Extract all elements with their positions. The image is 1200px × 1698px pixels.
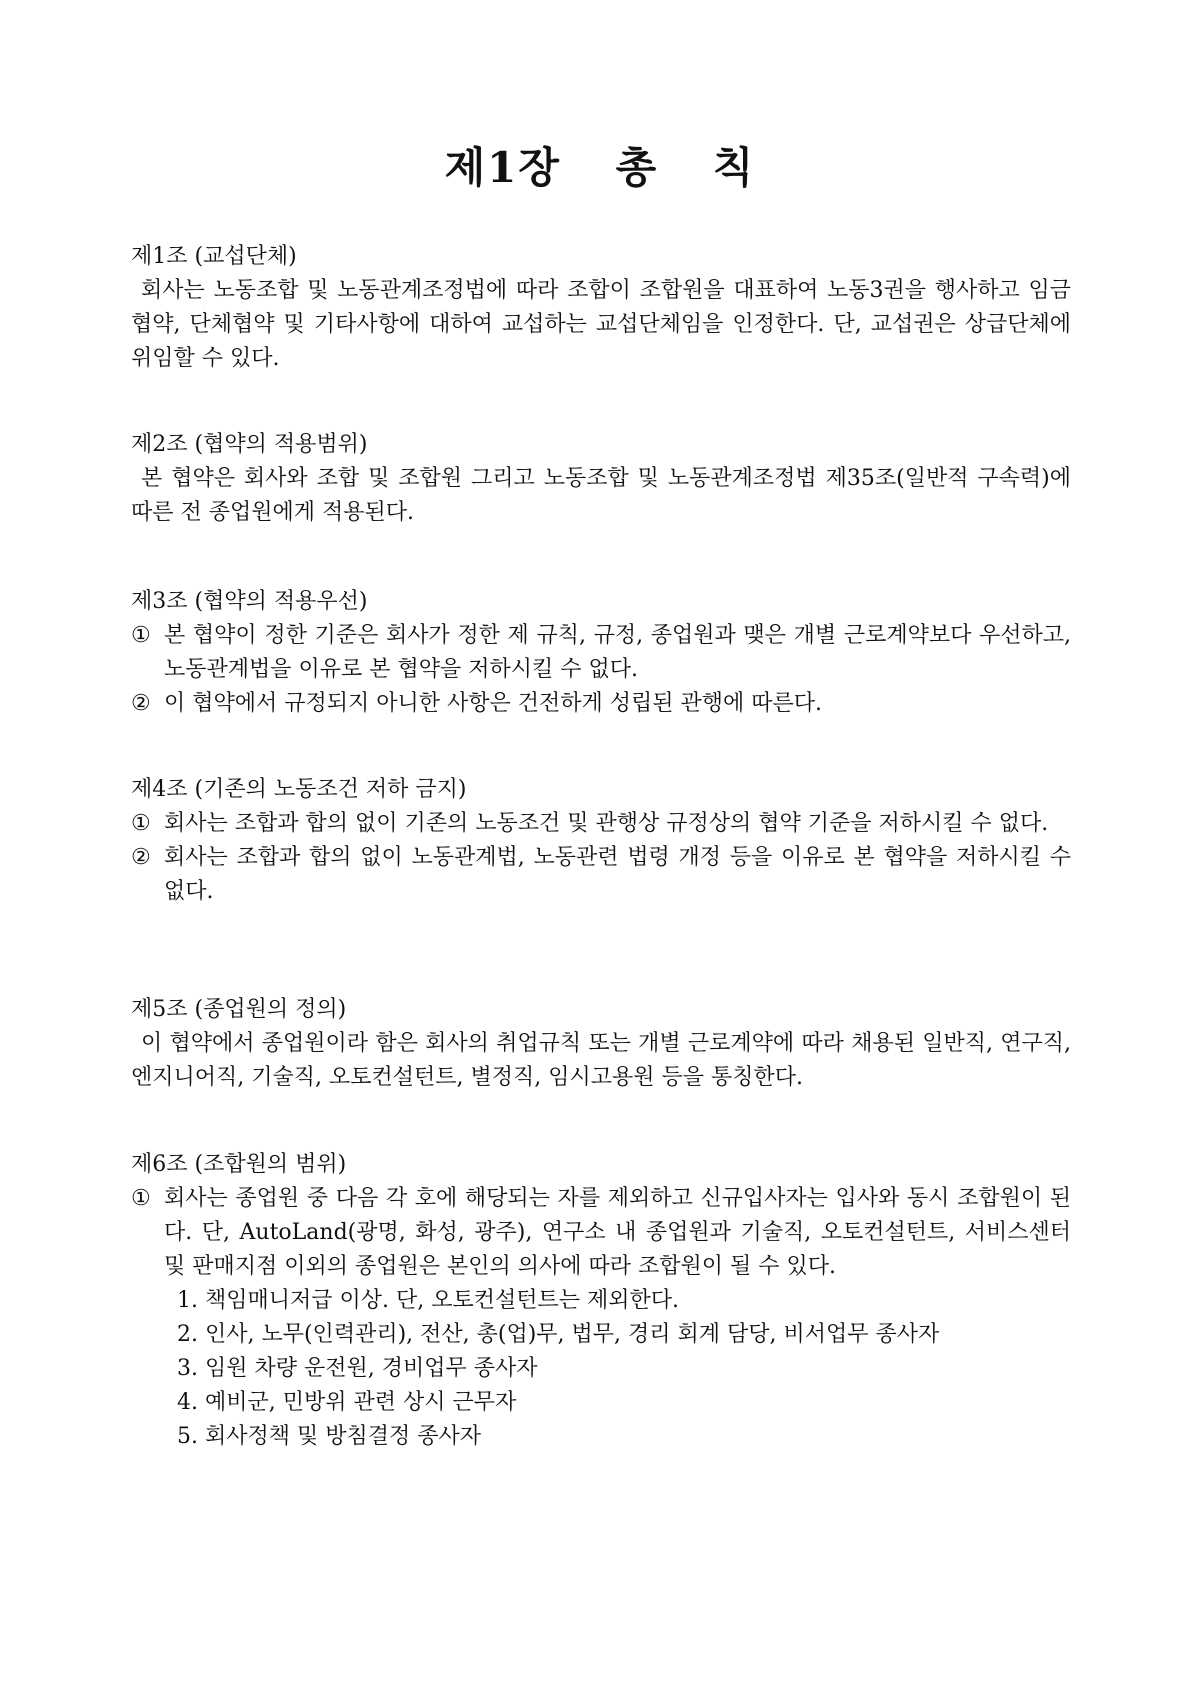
article-body: 이 협약에서 종업원이라 함은 회사의 취업규칙 또는 개별 근로계약에 따라 채용된 일반직, 연구직, 엔지니어직, 기술직, 오토컨설턴트, 별정직, 임시고용원 등을 통칭한다. [131, 1031, 1071, 1090]
paragraph-number: ② [131, 845, 151, 870]
list-item: 5. 회사정책 및 방침결정 종사자 [177, 1424, 481, 1449]
paragraph-number: ① [131, 623, 151, 648]
paragraph-number: ① [131, 811, 151, 836]
paragraph-text: 회사는 조합과 합의 없이 노동관계법, 노동관련 법령 개정 등을 이유로 본 협약을 저하시킬 수 없다. [164, 845, 1071, 904]
paragraph-2 [131, 841, 1071, 909]
paragraph-text: 본 협약이 정한 기준은 회사가 정한 제 규칙, 규정, 종업원과 맺은 개별 근로계약보다 우선하고, 노동관계법을 이유로 본 협약을 저하시킬 수 없다. [164, 623, 1071, 682]
paragraph-text: 이 협약에서 규정되지 아니한 사항은 건전하게 성립된 관행에 따른다. [164, 691, 822, 716]
list-item: 2. 인사, 노무(인력관리), 전산, 총(업)무, 법무, 경리 회계 담당, 비서업무 종사자 [177, 1322, 940, 1347]
article-1 [131, 240, 1071, 376]
list-item: 1. 책임매니저급 이상. 단, 오토컨설턴트는 제외한다. [177, 1288, 679, 1313]
article-heading: 제5조 (종업원의 정의) [131, 997, 347, 1022]
paragraph-1 [131, 619, 1071, 687]
article-heading: 제1조 (교섭단체) [131, 244, 297, 269]
chapter-title: 제1장 총 칙 [444, 143, 756, 192]
article-4 [131, 773, 1071, 909]
paragraph-1 [131, 807, 1071, 841]
article-heading: 제3조 (협약의 적용우선) [131, 589, 368, 614]
article-3 [131, 585, 1071, 721]
article-2 [131, 428, 1071, 530]
article-heading: 제2조 (협약의 적용범위) [131, 432, 368, 457]
article-heading: 제6조 (조합원의 범위) [131, 1152, 347, 1177]
list-item: 3. 임원 차량 운전원, 경비업무 종사자 [177, 1356, 538, 1381]
paragraph-number: ② [131, 691, 151, 716]
list-item: 4. 예비군, 민방위 관련 상시 근무자 [177, 1390, 517, 1415]
paragraph-text: 회사는 조합과 합의 없이 기존의 노동조건 및 관행상 규정상의 협약 기준을 저하시킬 수 없다. [164, 811, 1049, 836]
article-6 [131, 1148, 1071, 1454]
paragraph-number: ① [131, 1186, 151, 1211]
paragraph-2 [131, 687, 1071, 721]
article-body: 본 협약은 회사와 조합 및 조합원 그리고 노동조합 및 노동관계조정법 제35조(일반적 구속력)에 따른 전 종업원에게 적용된다. [131, 466, 1071, 525]
article-heading: 제4조 (기존의 노동조건 저하 금지) [131, 777, 467, 802]
article-5 [131, 993, 1071, 1095]
article-body: 회사는 노동조합 및 노동관계조정법에 따라 조합이 조합원을 대표하여 노동3권을 행사하고 임금협약, 단체협약 및 기타사항에 대하여 교섭하는 교섭단체임을 인정한다. 단, 교섭권은 상급단체에 위임할 수 있다. [131, 278, 1071, 371]
paragraph-text: 회사는 종업원 중 다음 각 호에 해당되는 자를 제외하고 신규입사자는 입사와 동시 조합원이 된다. 단, AutoLand(광명, 화성, 광주), 연구소 내 종업원과 기술직, 오토컨설턴트, 서비스센터 및 판매지점 이외의 종업원은 본인의 의사에 따라 조합원이 될 수 있다. [164, 1186, 1071, 1279]
paragraph-1 [131, 1182, 1071, 1284]
